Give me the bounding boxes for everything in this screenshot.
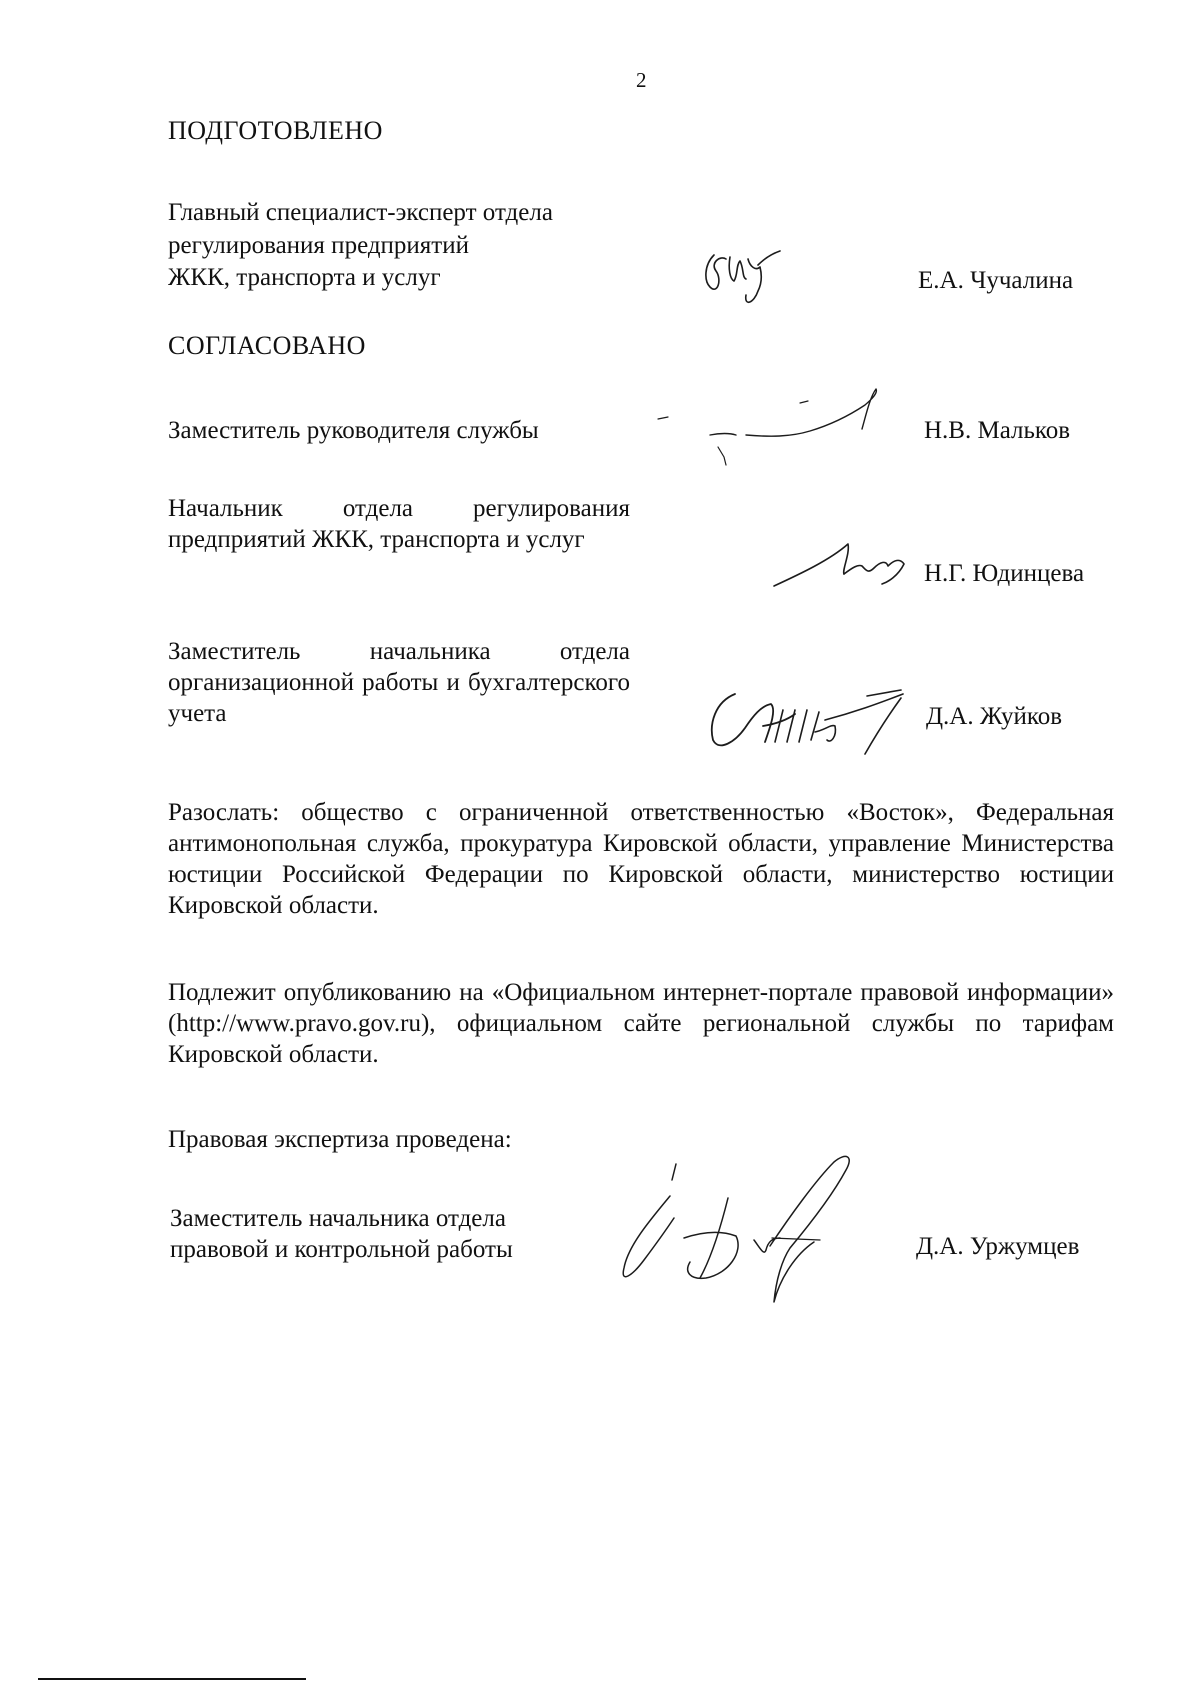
legal-review-heading: Правовая экспертиза проведена: bbox=[168, 1126, 512, 1153]
signer-2-name: Н.Г. Юдинцева bbox=[924, 560, 1085, 587]
footnote-rule bbox=[38, 1678, 306, 1680]
signer-3-position: Заместитель начальника отдела организационной работы и бухгалтерского учета bbox=[168, 638, 630, 727]
legal-review-position-line-2: правовой и контрольной работы bbox=[170, 1236, 513, 1263]
signer-2-position: Начальник отдела регулирования предприятий ЖКК, транспорта и услуг bbox=[168, 495, 630, 553]
prepared-position-line-1: Главный специалист-эксперт отдела bbox=[168, 199, 553, 226]
prepared-position-line-2: регулирования предприятий bbox=[168, 232, 469, 259]
signature-malkov bbox=[650, 385, 920, 475]
prepared-position-line-3: ЖКК, транспорта и услуг bbox=[168, 264, 441, 291]
signature-urzhumtsev bbox=[610, 1150, 940, 1320]
agreed-heading: СОГЛАСОВАНО bbox=[168, 331, 366, 360]
distribution-paragraph: Разослать: общество с ограниченной ответственностью «Восток», Федеральная антимонопольная служба, прокуратура Кировской области, управление Министерства юстиции Российской Федерации по Кировской области, министерство юстиции Кировской области. bbox=[168, 799, 1114, 919]
signer-1-name: Н.В. Мальков bbox=[924, 417, 1071, 444]
signature-zhuykov bbox=[705, 680, 935, 760]
legal-review-position-line-1: Заместитель начальника отдела bbox=[170, 1205, 506, 1232]
signer-3-name: Д.А. Жуйков bbox=[926, 703, 1063, 730]
prepared-heading: ПОДГОТОВЛЕНО bbox=[168, 116, 383, 145]
signature-yudintseva bbox=[770, 530, 920, 600]
legal-review-name: Д.А. Уржумцев bbox=[916, 1233, 1080, 1260]
signer-1-position: Заместитель руководителя службы bbox=[168, 417, 539, 444]
prepared-name: Е.А. Чучалина bbox=[918, 267, 1074, 294]
publication-paragraph: Подлежит опубликованию на «Официальном интернет-портале правовой информации» (http://www.pravo.gov.ru), официальном сайте региональной службы по тарифам Кировской области. bbox=[168, 979, 1114, 1068]
page-number: 2 bbox=[636, 68, 647, 92]
signature-chuchalina bbox=[700, 245, 810, 315]
